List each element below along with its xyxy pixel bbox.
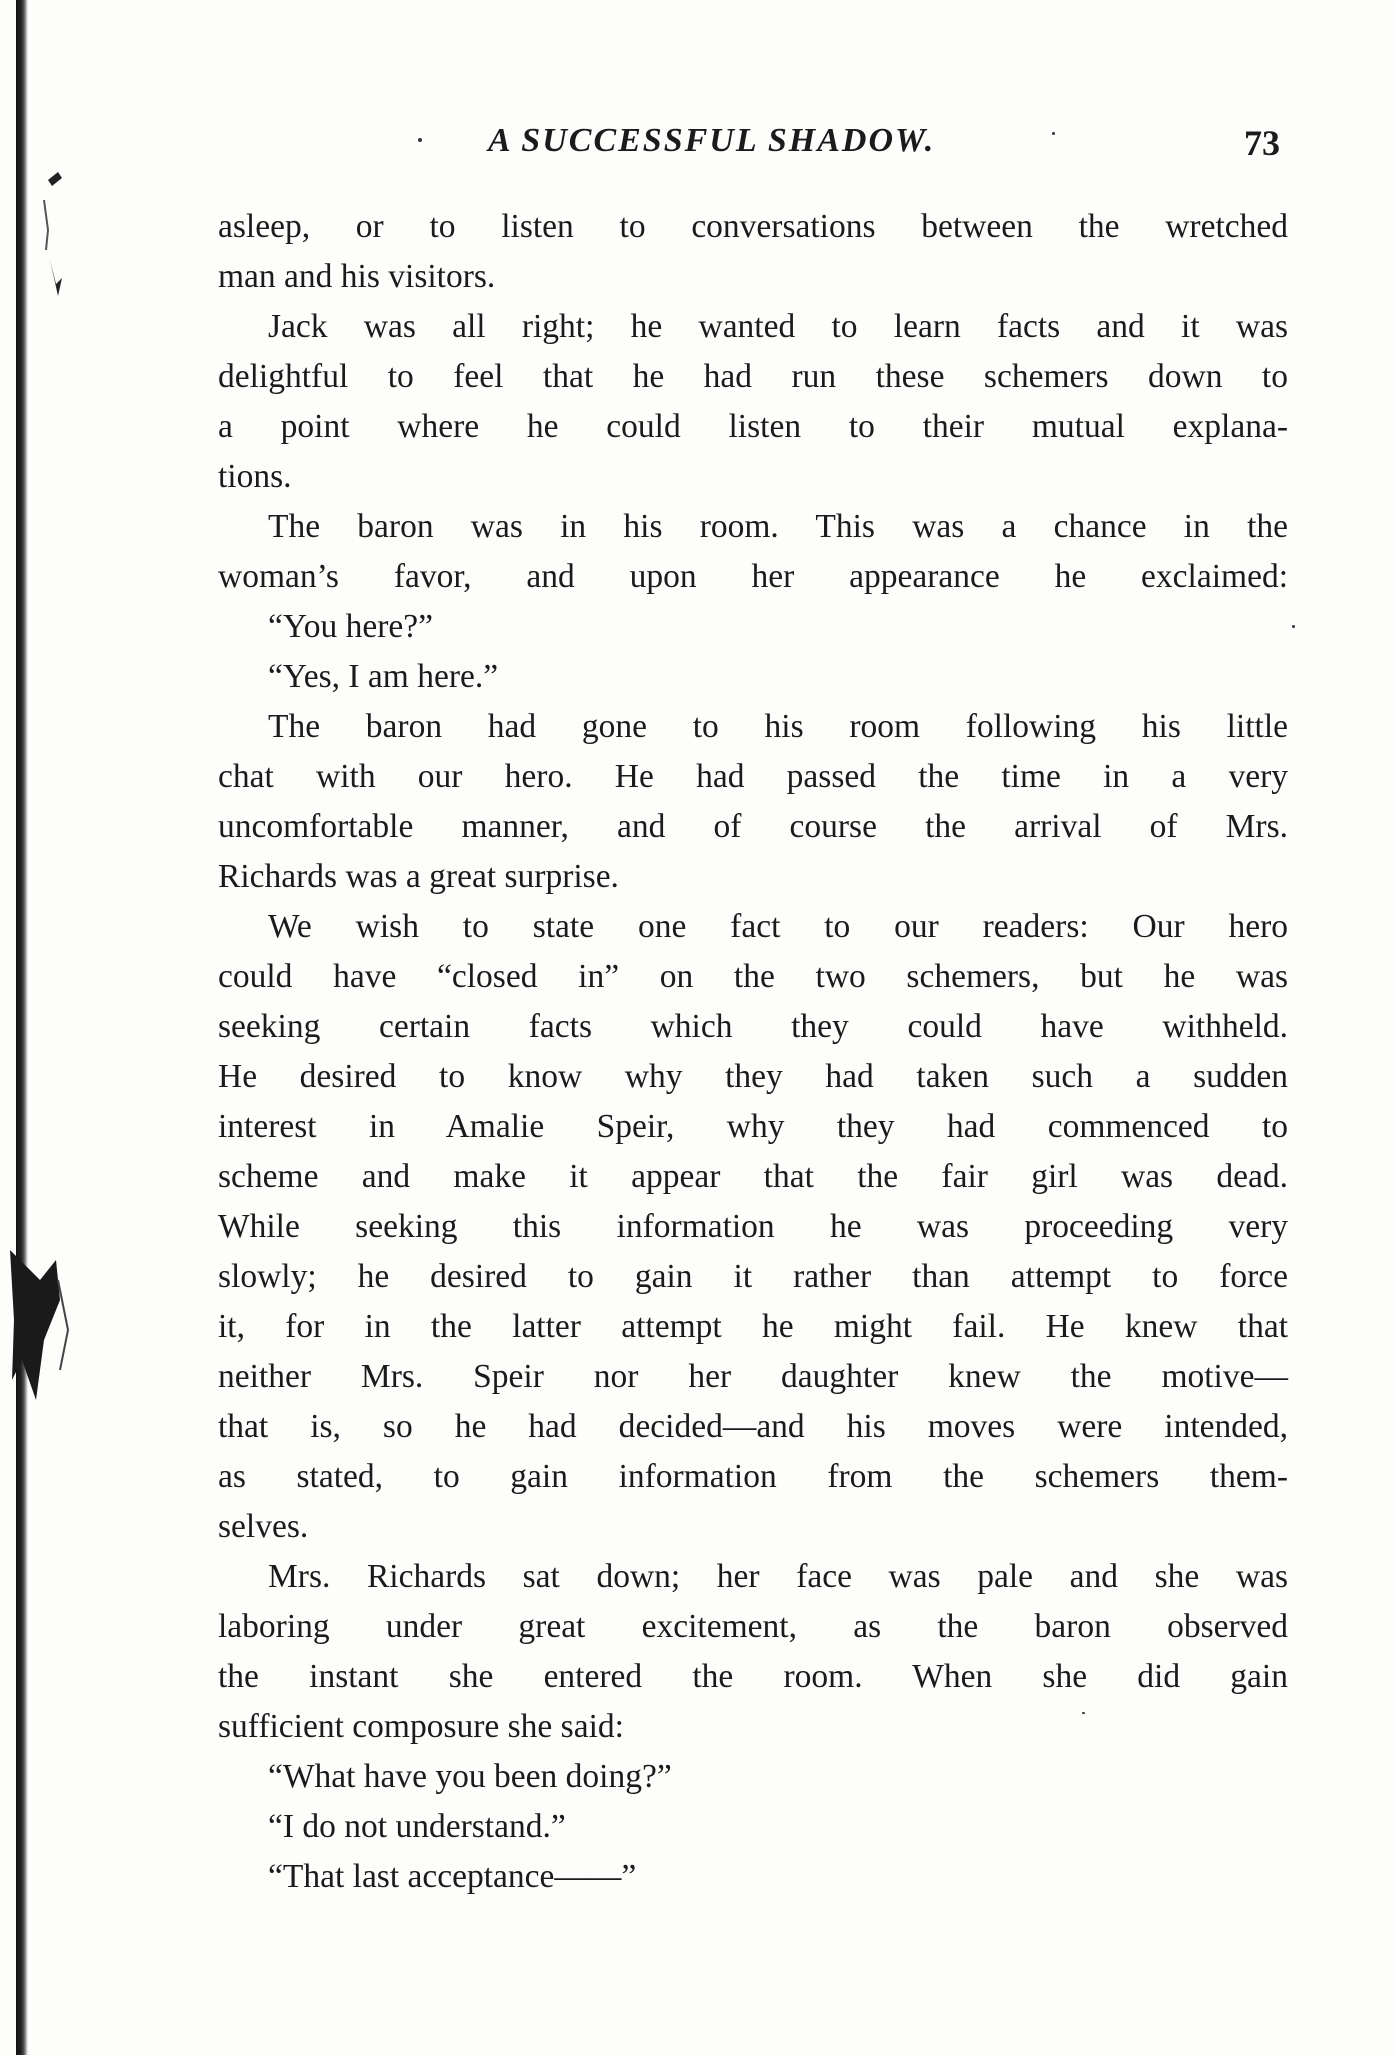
text-line: seeking certain facts which they could have withheld. xyxy=(218,1008,1288,1045)
text-line: scheme and make it appear that the fair girl was dead. xyxy=(218,1158,1288,1195)
text-line: delightful to feel that he had run these schemers down to xyxy=(218,358,1288,395)
text-line: “That last acceptance——” xyxy=(268,1858,637,1895)
ink-smudge-top xyxy=(0,160,70,310)
text-line: that is, so he had decided—and his moves were intended, xyxy=(218,1408,1288,1445)
dust-speck xyxy=(418,138,422,142)
ink-smudge-bottom xyxy=(0,1240,70,1420)
text-line: “Yes, I am here.” xyxy=(268,658,499,695)
text-line: Jack was all right; he wanted to learn facts and it was xyxy=(268,308,1288,345)
text-line: selves. xyxy=(218,1508,309,1545)
body-text xyxy=(218,202,1288,1902)
text-line: “You here?” xyxy=(268,608,433,645)
text-line: a point where he could listen to their mutual explana- xyxy=(218,408,1288,445)
dust-speck xyxy=(1292,625,1295,628)
text-line: uncomfortable manner, and of course the arrival of Mrs. xyxy=(218,808,1288,845)
text-line: tions. xyxy=(218,458,292,495)
text-line: sufficient composure she said: xyxy=(218,1708,624,1745)
text-line: neither Mrs. Speir nor her daughter knew the motive— xyxy=(218,1358,1288,1395)
text-line: While seeking this information he was proceeding very xyxy=(218,1208,1288,1245)
text-line: as stated, to gain information from the schemers them- xyxy=(218,1458,1288,1495)
text-line: asleep, or to listen to conversations between the wretched xyxy=(218,208,1288,245)
text-line: “I do not understand.” xyxy=(268,1808,566,1845)
dust-speck xyxy=(1052,132,1055,135)
text-line: interest in Amalie Speir, why they had commenced to xyxy=(218,1108,1288,1145)
running-head: A SUCCESSFUL SHADOW. xyxy=(488,122,936,159)
text-line: Mrs. Richards sat down; her face was pale and she was xyxy=(268,1558,1288,1595)
text-line: The baron had gone to his room following his little xyxy=(268,708,1288,745)
page-number: 73 xyxy=(1244,123,1280,163)
page-header xyxy=(218,118,1288,168)
text-line: We wish to state one fact to our readers: Our hero xyxy=(268,908,1288,945)
text-line: could have “closed in” on the two schemers, but he was xyxy=(218,958,1288,995)
text-line: woman’s favor, and upon her appearance he exclaimed: xyxy=(218,558,1288,595)
text-line: “What have you been doing?” xyxy=(268,1758,672,1795)
text-line: chat with our hero. He had passed the time in a very xyxy=(218,758,1288,795)
text-line: He desired to know why they had taken such a sudden xyxy=(218,1058,1288,1095)
text-line: The baron was in his room. This was a chance in the xyxy=(268,508,1288,545)
text-line: the instant she entered the room. When she did gain xyxy=(218,1658,1288,1695)
text-line: it, for in the latter attempt he might fail. He knew that xyxy=(218,1308,1288,1345)
text-line: slowly; he desired to gain it rather than attempt to force xyxy=(218,1258,1288,1295)
text-line: Richards was a great surprise. xyxy=(218,858,619,895)
dust-speck xyxy=(1082,1712,1085,1714)
text-line: man and his visitors. xyxy=(218,258,496,295)
text-line: laboring under great excitement, as the baron observed xyxy=(218,1608,1288,1645)
